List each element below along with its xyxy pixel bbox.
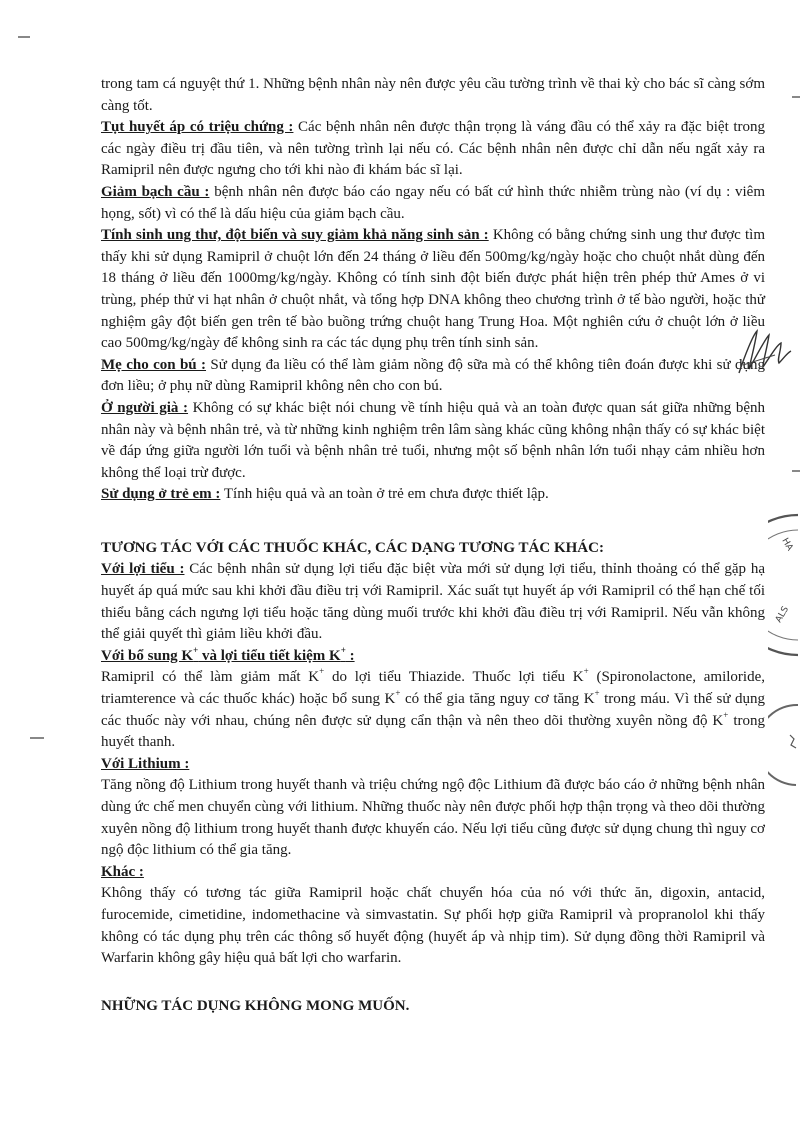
heading-leukopenia: Giảm bạch cầu : xyxy=(101,183,210,200)
superscript-plus: + xyxy=(583,666,589,677)
scan-mark xyxy=(792,470,800,472)
paragraph-diuretics xyxy=(101,559,765,645)
paragraph-text: Các bệnh nhân nên được thận trọng là váng đầu có thể xảy ra đặc biệt trong các ngày điều trị đầu tiên, và nên tường trình lại nếu có. Các bệnh nhân nên được chỉ dẫn nếu ngất xảy ra Ramipril nên được ngưng cho tới khi nào đi khám bác sĩ lại. xyxy=(101,119,766,179)
paragraph-carcinogenesis xyxy=(101,225,765,355)
paragraph-text: Các bệnh nhân sử dụng lợi tiểu đặc biệt vừa mới sử dụng lợi tiểu, thỉnh thoảng có thể gặp hạ huyết áp quá mức sau khi khởi đầu điều trị với Ramipril. Xác suất tụt huyết áp với Ramipril có thể hạn chế tối thiểu bằng cách ngưng lợi tiểu hoặc tăng dùng muối trước khi khởi đầu điều trị với Ramipril. Nếu vẫn không thể giải quyết thì giảm liều khởi đầu. xyxy=(101,561,765,643)
paragraph-nursing xyxy=(101,355,765,398)
paragraph-lithium xyxy=(101,775,765,861)
heading-text: và lợi tiểu tiết kiệm K xyxy=(198,647,341,664)
heading-text: Với bổ sung K xyxy=(101,647,194,664)
paragraph-pregnancy xyxy=(101,74,765,117)
paragraph-text: Sử dụng đa liều có thể làm giảm nồng độ sữa mà có thể không tiên đoán được khi sử dụng đơn liều; ở phụ nữ dùng Ramipril không nên cho con bú. xyxy=(101,356,765,395)
heading-hypotension: Tụt huyết áp có triệu chứng : xyxy=(101,119,294,136)
section-heading-interactions: TƯƠNG TÁC VỚI CÁC THUỐC KHÁC, CÁC DẠNG TƯƠNG TÁC KHÁC: xyxy=(101,539,604,556)
paragraph-text: (Spironolactone, amiloride, triamterence và các thuốc khác) hoặc bổ sung K xyxy=(101,669,765,708)
paragraph-text: Không có bằng chứng sinh ung thư được tìm thấy khi sử dụng Ramipril ở chuột lớn đến 24 tháng ở liều đến 500mg/kg/ngày hoặc cho chuột nhắt dùng đến 18 tháng ở liều đến 1000mg/kg/ngày. Không có tính sinh đột biến được phát hiện trên phép thử Ames ở vi trùng, phép thử vi hạt nhân ở chuột nhắt, và tổng hợp DNA không theo chương trình ở tế bào người, hoặc thử nghiệm gây đột biến gen trên tế bào buồng trứng chuột hang Trung Hoa. Một nghiên cứu ở chuột lớn ở liều cao 500mg/kg/ngày để không sinh ra các tác dụng phụ trên tính sinh sản. xyxy=(101,227,765,352)
paragraph-text: Không có sự khác biệt nói chung về tính hiệu quả và an toàn được quan sát giữa những bệnh nhân này và bệnh nhân trẻ, và từ những kinh nghiệm trên lâm sàng khác cũng không nhận thấy có sự khác biệt về đáp ứng giữa người lớn tuổi và bệnh nhân trẻ tuổi, nhưng một số bệnh nhân lớn tuổi nhạy cảm nhiều hơn không thể loại trừ được. xyxy=(101,399,765,481)
heading-other: Khác : xyxy=(101,863,144,880)
paragraph-text: bệnh nhân nên được báo cáo ngay nếu có bất cứ hình thức nhiễm trùng nào (ví dụ : viêm họng, sốt) vì có thể là dấu hiệu của giảm bạch cầu. xyxy=(101,183,766,222)
heading-text: : xyxy=(345,647,355,664)
svg-text:ALS: ALS xyxy=(773,604,792,625)
scan-mark xyxy=(30,737,44,739)
heading-children: Sử dụng ở trẻ em : xyxy=(101,486,221,503)
paragraph-text: trong máu. Vì thế sử dụng các thuốc này với nhau, chúng nên được sử dụng cẩn thận và nên theo dõi thường xuyên nồng độ K xyxy=(101,691,766,729)
paragraph-text: có thể gia tăng nguy cơ tăng K xyxy=(400,691,595,708)
heading-nursing: Mẹ cho con bú : xyxy=(101,356,207,373)
svg-text:HA: HA xyxy=(779,536,795,553)
section-heading-adverse-effects: NHỮNG TÁC DỤNG KHÔNG MONG MUỐN. xyxy=(101,997,410,1014)
paragraph-children xyxy=(101,484,765,506)
scan-mark xyxy=(792,96,800,98)
heading-lithium: Với Lithium : xyxy=(101,755,190,772)
heading-other-line xyxy=(101,862,765,884)
paragraph-text: Tăng nồng độ Lithium trong huyết thanh và triệu chứng ngộ độc Lithium đã được báo cáo ở những bệnh nhân dùng ức chế men chuyển cùng với lithium. Những thuốc này nên được phối hợp thận trọng và theo dõi thường xuyên nồng độ lithium trong huyết thanh được khuyến cáo. Nếu lợi tiểu cũng được sử dụng chung thì nguy cơ ngộ độc lithium có thể gia tăng. xyxy=(101,777,765,859)
paragraph-hypotension xyxy=(101,117,765,182)
signature-mark xyxy=(735,325,795,380)
superscript-plus: + xyxy=(319,666,325,677)
heading-diuretics: Với lợi tiểu : xyxy=(101,561,185,578)
spacer xyxy=(101,506,765,538)
spacer xyxy=(101,970,765,996)
superscript-plus: + xyxy=(395,688,401,699)
heading-carcinogenesis: Tính sinh ung thư, đột biến và suy giảm khả năng sinh sản : xyxy=(101,227,489,244)
paragraph-other xyxy=(101,883,765,969)
paragraph-potassium xyxy=(101,667,765,753)
superscript-plus: + xyxy=(340,644,346,655)
paragraph-text: do lợi tiểu Thiazide. Thuốc lợi tiểu K xyxy=(324,669,584,686)
stamp-seal xyxy=(768,505,800,795)
paragraph-text: Tính hiệu quả và an toàn ở trẻ em chưa được thiết lập. xyxy=(220,486,549,503)
superscript-plus: + xyxy=(723,709,729,720)
document-body xyxy=(101,74,765,1017)
heading-potassium xyxy=(101,646,765,668)
heading-elderly: Ở người già : xyxy=(101,399,189,416)
paragraph-elderly xyxy=(101,398,765,484)
scan-mark xyxy=(18,36,30,38)
heading-lithium-line xyxy=(101,754,765,776)
paragraph-text: Không thấy có tương tác giữa Ramipril hoặc chất chuyển hóa của nó với thức ăn, digoxin, antacid, furocemide, cimetidine, indomethacine và simvastatin. Sự phối hợp giữa Ramipril và propranolol khi thấy không có tác dụng phụ trên các thông số huyết động (huyết áp và nhịp tim). Sử dụng đồng thời Ramipril và Warfarin không gây hiệu quả bất lợi cho warfarin. xyxy=(101,885,765,967)
superscript-plus: + xyxy=(594,688,600,699)
paragraph-text: trong huyết thanh. xyxy=(101,712,765,751)
paragraph-text: Ramipril có thể làm giảm mất K xyxy=(101,669,320,686)
paragraph-text: trong tam cá nguyệt thứ 1. Những bệnh nhân này nên được yêu cầu tường trình về thai kỳ cho bác sĩ càng sớm càng tốt. xyxy=(101,76,765,114)
superscript-plus: + xyxy=(193,644,199,655)
paragraph-leukopenia xyxy=(101,182,765,225)
